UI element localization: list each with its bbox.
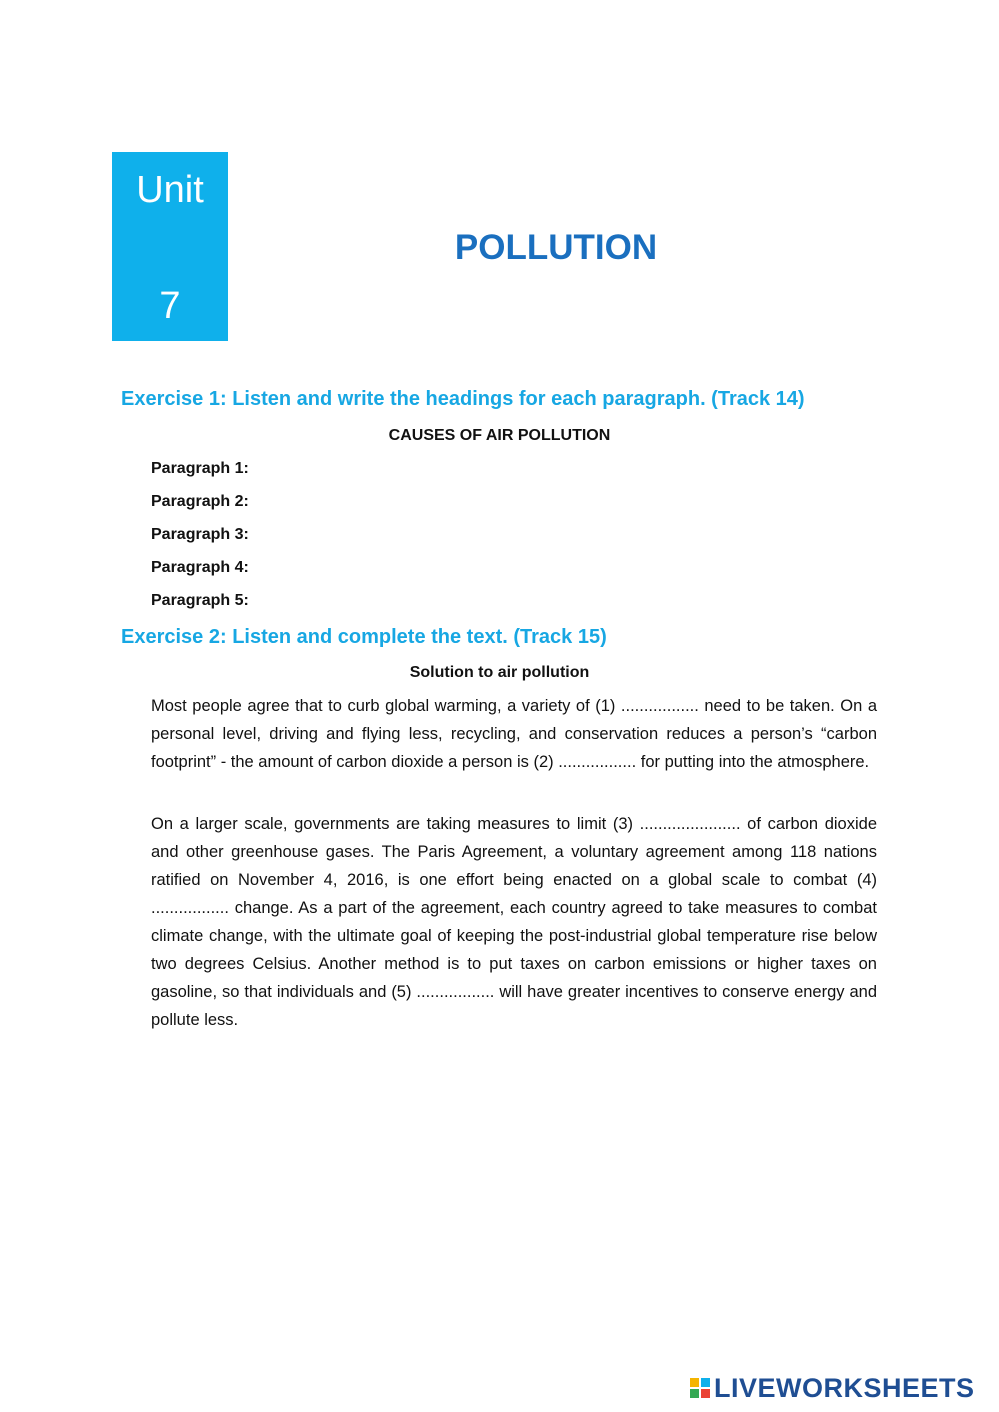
- paragraph-label-3: Paragraph 3:: [151, 526, 249, 543]
- unit-number: 7: [159, 285, 181, 327]
- exercise-2-paragraph-1: Most people agree that to curb global warming, a variety of (1) ................. need to be taken. On a personal level, driving and flying less, recycling, and conservation reduces a person’s “carbon footprint” - the amount of carbon dioxide a person is (2) ................. for putting into the atmosphere.: [151, 697, 877, 771]
- exercise-1-subtitle: CAUSES OF AIR POLLUTION: [388, 427, 611, 444]
- logo-text: LIVEWORKSHEETS: [714, 1373, 975, 1403]
- paragraph-label-5: Paragraph 5:: [151, 592, 249, 609]
- exercise-1-heading: Exercise 1: Listen and write the headings for each paragraph. (Track 14): [121, 388, 805, 410]
- exercise-2-paragraph-2: On a larger scale, governments are taking measures to limit (3) ...................... of carbon dioxide and other greenhouse gases. The Paris Agreement, a voluntary agreement among 118 nations ratified on November 4, 2016, is one effort being enacted on a global scale to combat (4) ................. change. As a part of the agreement, each country agreed to take measures to combat climate change, with the ultimate goal of keeping the post-industrial global temperature rise below two degrees Celsius. Another method is to put taxes on carbon emissions or higher taxes on gasoline, so that individuals and (5) ................. will have greater incentives to conserve energy and pollute less.: [151, 815, 877, 1029]
- unit-badge: [112, 152, 228, 341]
- liveworksheets-logo: [690, 1374, 975, 1402]
- exercise-2-subtitle: Solution to air pollution: [409, 664, 590, 681]
- paragraph-label-1: Paragraph 1:: [151, 460, 249, 477]
- paragraph-label-4: Paragraph 4:: [151, 559, 249, 576]
- exercise-2-heading: Exercise 2: Listen and complete the text. (Track 15): [121, 626, 607, 648]
- liveworksheets-logo-icon: [690, 1378, 710, 1398]
- page-title: POLLUTION: [454, 228, 658, 267]
- paragraph-label-2: Paragraph 2:: [151, 493, 249, 510]
- unit-word: Unit: [136, 169, 204, 211]
